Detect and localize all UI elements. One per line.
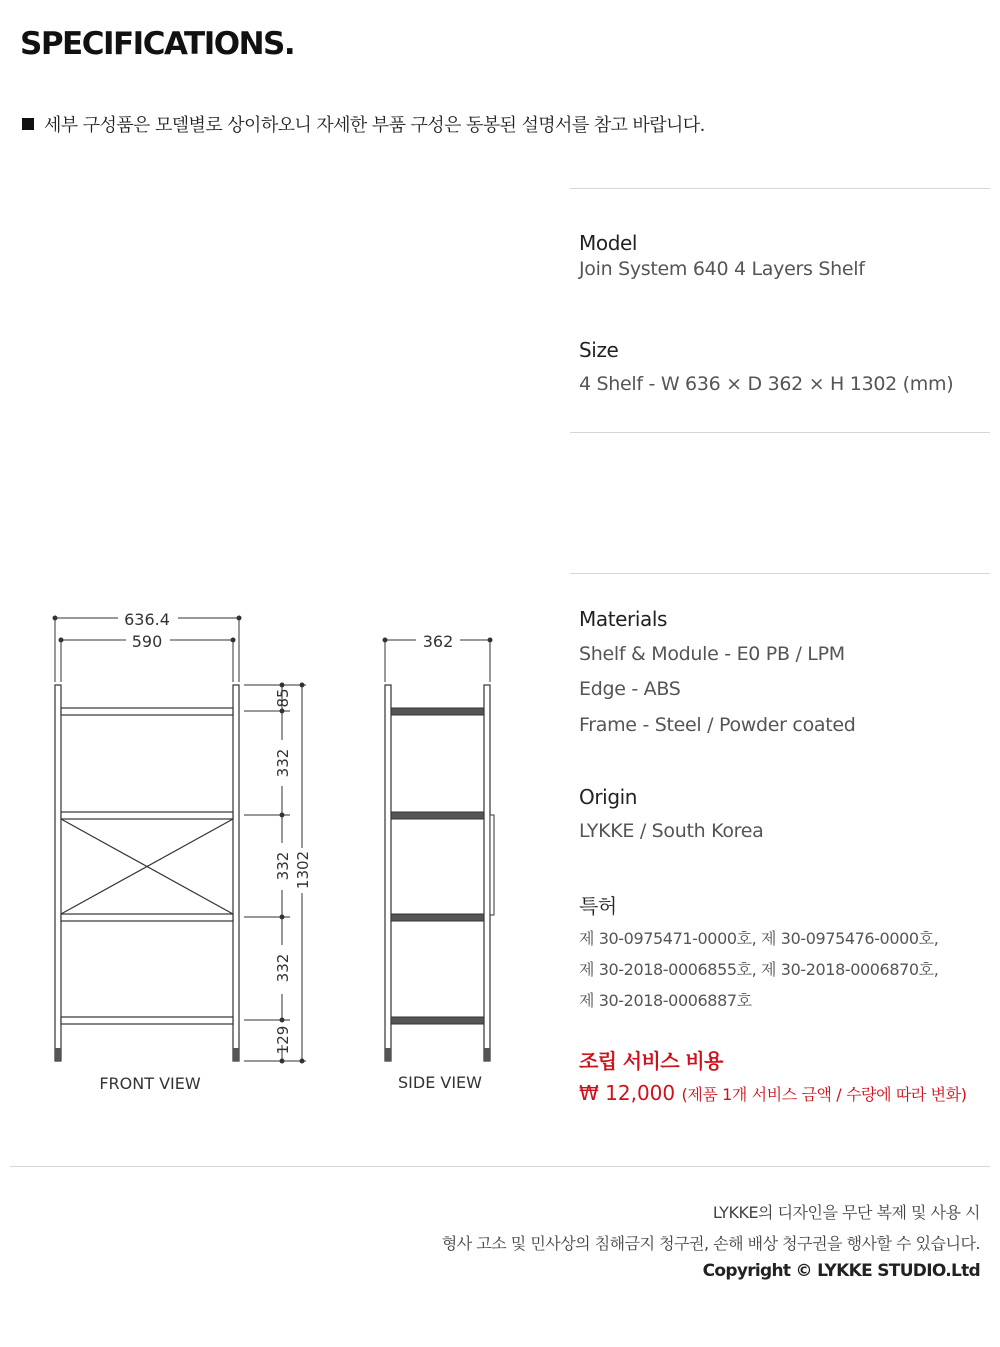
assembly-price-value: ₩ 12,000 [579, 1081, 676, 1105]
model-label: Model [579, 231, 638, 255]
patent-line: 제 30-2018-0006855호, 제 30-2018-0006870호, [579, 960, 939, 979]
divider [570, 432, 990, 433]
technical-drawing [0, 590, 560, 1110]
patent-line: 제 30-0975471-0000호, 제 30-0975476-0000호, [579, 929, 939, 948]
side-depth-label: 362 [422, 632, 454, 651]
side-view-label: SIDE VIEW [398, 1073, 482, 1092]
page-title: SPECIFICATIONS. [20, 26, 295, 62]
material-item: Frame - Steel / Powder coated [579, 714, 856, 736]
footer-line: 형사 고소 및 민사상의 침해금지 청구권, 손해 배상 청구권을 행사할 수 있습니다. [441, 1234, 980, 1253]
total-height-label: 1302 [294, 850, 312, 890]
footer-divider [10, 1166, 990, 1167]
front-width-label: 636.4 [124, 610, 170, 629]
size-label: Size [579, 338, 619, 362]
assembly-note: (제품 1개 서비스 금액 / 수량에 따라 변화) [681, 1085, 967, 1104]
patent-line: 제 30-2018-0006887호 [579, 991, 752, 1010]
model-value: Join System 640 4 Layers Shelf [579, 258, 865, 280]
square-bullet-icon [22, 118, 34, 130]
materials-label: Materials [579, 607, 668, 631]
assembly-price [579, 1081, 967, 1105]
assembly-label: 조립 서비스 비용 [579, 1049, 723, 1073]
notice [22, 111, 705, 137]
material-item: Edge - ABS [579, 678, 681, 700]
front-inner-width-label: 590 [131, 632, 163, 651]
origin-value: LYKKE / South Korea [579, 820, 764, 842]
divider [570, 188, 990, 189]
dim-label: 129 [274, 1025, 292, 1055]
material-item: Shelf & Module - E0 PB / LPM [579, 643, 845, 665]
dim-label: 332 [274, 851, 292, 881]
notice-text: 세부 구성품은 모델별로 상이하오니 자세한 부품 구성은 동봉된 설명서를 참고 바랍니다. [44, 115, 705, 136]
divider [570, 573, 990, 574]
front-view-label: FRONT VIEW [99, 1074, 201, 1093]
front-view [55, 685, 239, 1061]
side-view [385, 685, 494, 1061]
footer-line: LYKKE의 디자인을 무단 복제 및 사용 시 [712, 1203, 980, 1222]
origin-label: Origin [579, 785, 638, 809]
dim-label: 85 [274, 688, 292, 708]
dim-label: 332 [274, 953, 292, 983]
dim-label: 332 [274, 748, 292, 778]
copyright: Copyright © LYKKE STUDIO.Ltd [702, 1261, 980, 1281]
size-value: 4 Shelf - W 636 × D 362 × H 1302 (mm) [579, 373, 954, 395]
patent-label: 특허 [579, 894, 617, 918]
